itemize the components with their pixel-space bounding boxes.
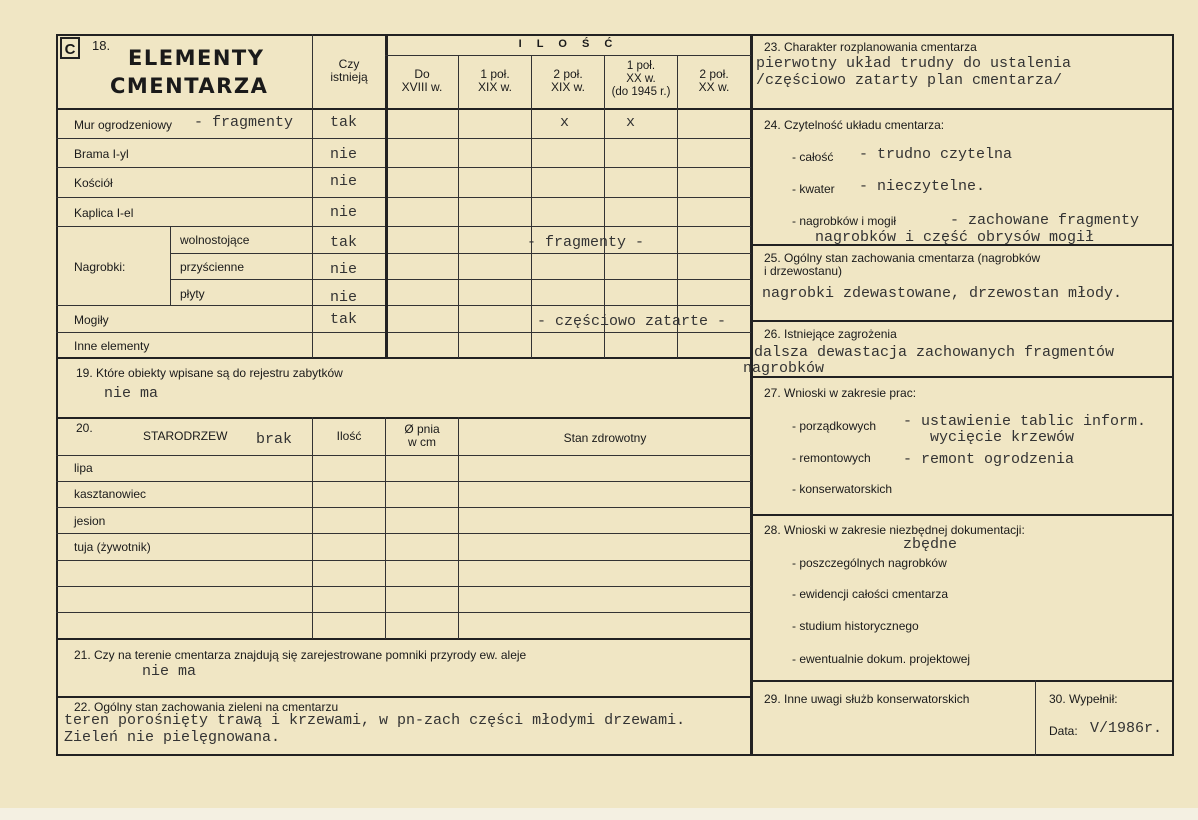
s24-tombs-value2: nagrobków i część obrysów mogił xyxy=(815,229,1095,246)
s29-label: 29. Inne uwagi służb konserwatorskich xyxy=(764,692,970,706)
s24-whole: - całość xyxy=(792,150,834,164)
row-label-church: Kościół xyxy=(74,176,113,190)
s27-cleanup: - porządkowych xyxy=(792,419,877,433)
s21-label: 21. Czy na terenie cmentarza znajdują się zarejestrowane pomniki przyrody ew. aleje xyxy=(74,648,527,662)
row-line xyxy=(56,586,751,587)
row-label-graves: Mogiły xyxy=(74,313,109,327)
s28-item: - ewidencji całości cmentarza xyxy=(792,587,949,601)
s24-tombs-value: - zachowane fragmenty xyxy=(950,212,1140,229)
tree-row: kasztanowiec xyxy=(74,487,147,501)
col-header-period: 2 poł. XX w. xyxy=(698,67,730,94)
row-sublabel: płyty xyxy=(180,287,205,301)
s24-quarters-value: - nieczytelne. xyxy=(859,178,986,195)
row-line xyxy=(56,507,751,508)
s24-tombs: - nagrobków i mogił xyxy=(792,214,897,228)
s27-conservation: - konserwatorskich xyxy=(792,482,893,496)
section-line xyxy=(750,514,1174,516)
row-line xyxy=(56,332,751,333)
quantity-subheader-line xyxy=(385,55,751,56)
s25-label1: 25. Ogólny stan zachowania cmentarza (nagrobków xyxy=(764,251,1041,265)
s28-item: - ewentualnie dokum. projektowej xyxy=(792,652,971,666)
section-line xyxy=(56,638,751,640)
col-line xyxy=(531,55,532,358)
tombstones-exists: tak xyxy=(330,234,358,251)
graves-exists: tak xyxy=(330,311,358,328)
s21-value: nie ma xyxy=(142,663,197,680)
tombstones-exists: nie xyxy=(330,261,358,278)
col-line xyxy=(458,417,459,639)
s20-col-health: Stan zdrowotny xyxy=(563,431,647,445)
row-label-wall: Mur ogrodzeniowy xyxy=(74,118,173,132)
wall-note: - fragmenty xyxy=(194,114,294,131)
s19-label: 19. Które obiekty wpisane są do rejestru zabytków xyxy=(76,366,343,380)
s20-col-diam: Ø pnia w cm xyxy=(404,422,440,449)
s28-item: - studium historycznego xyxy=(792,619,919,633)
s20-col-qty: Ilość xyxy=(336,429,362,443)
tree-row: lipa xyxy=(74,461,93,475)
tree-row: tuja (żywotnik) xyxy=(74,540,151,554)
col-line xyxy=(458,55,459,358)
row-line xyxy=(56,197,751,198)
form-title-line2: CMENTARZA xyxy=(110,74,269,98)
row-line xyxy=(56,560,751,561)
s28-label: 28. Wnioski w zakresie niezbędnej dokumentacji: xyxy=(764,523,1025,537)
row-line xyxy=(56,455,751,456)
s30-date-label: Data: xyxy=(1049,724,1078,738)
s27-label: 27. Wnioski w zakresie prac: xyxy=(764,386,917,400)
wall-exists: tak xyxy=(330,114,358,131)
row-label-tombstones: Nagrobki: xyxy=(74,260,126,274)
col-line xyxy=(1035,680,1036,756)
row-line xyxy=(170,253,751,254)
row-line xyxy=(170,279,751,280)
section-line xyxy=(750,320,1174,322)
s26-label: 26. Istniejące zagrożenia xyxy=(764,327,897,341)
s27-cleanup-value1: - ustawienie tablic inform. xyxy=(903,413,1147,430)
s23-label: 23. Charakter rozplanowania cmentarza xyxy=(764,40,977,54)
s24-whole-value: - trudno czytelna xyxy=(859,146,1013,163)
s23-line1: pierwotny układ trudny do ustalenia xyxy=(756,55,1072,72)
s27-repair: - remontowych xyxy=(792,451,871,465)
s27-cleanup-value2: wycięcie krzewów xyxy=(930,429,1075,446)
tombstones-exists: nie xyxy=(330,289,358,306)
section-line xyxy=(750,680,1174,682)
col-header-exists: Czy istnieją xyxy=(330,57,368,84)
col-line xyxy=(170,226,171,306)
col-header-period: 2 poł. XIX w. xyxy=(550,67,585,94)
row-line xyxy=(56,167,751,168)
s26-line2: nagrobków xyxy=(743,360,825,377)
s25-label2: i drzewostanu) xyxy=(764,264,843,278)
s22-line1: teren porośnięty trawą i krzewami, w pn-zach części młodymi drzewami. xyxy=(64,712,686,729)
row-line xyxy=(56,612,751,613)
col-header-period: 1 poł. XIX w. xyxy=(477,67,512,94)
col-header-quantity: I L O Ś Ć xyxy=(518,38,619,50)
row-sublabel: przyścienne xyxy=(180,260,245,274)
row-line xyxy=(56,481,751,482)
row-label-other: Inne elementy xyxy=(74,339,150,353)
s27-repair-value: - remont ogrodzenia xyxy=(903,451,1075,468)
s22-label: 22. Ogólny stan zachowania zieleni na cmentarzu xyxy=(74,700,339,714)
s24-label: 24. Czytelność układu cmentarza: xyxy=(764,118,945,132)
center-divider xyxy=(750,34,753,756)
section-line xyxy=(56,357,751,359)
s19-value: nie ma xyxy=(104,385,159,402)
tree-row: jesion xyxy=(74,514,106,528)
s30-label: 30. Wypełnił: xyxy=(1049,692,1118,706)
s20-value: brak xyxy=(256,431,293,448)
s28-item: - poszczególnych nagrobków xyxy=(792,556,947,570)
row-line xyxy=(56,226,751,227)
s20-label: 20. xyxy=(76,421,93,435)
row-line xyxy=(56,533,751,534)
row-line xyxy=(56,138,751,139)
s20-title: STARODRZEW xyxy=(143,429,228,443)
col-line xyxy=(385,417,386,639)
graves-note: - częściowo zatarte - xyxy=(537,313,727,330)
section-line xyxy=(56,417,751,419)
wall-mark: x xyxy=(626,114,636,131)
section-line xyxy=(56,696,751,698)
col-header-period: Do XVIII w. xyxy=(401,67,443,94)
s30-date-value: V/1986r. xyxy=(1090,720,1163,737)
s25-value: nagrobki zdewastowane, drzewostan młody. xyxy=(762,285,1123,302)
s24-quarters: - kwater xyxy=(792,182,835,196)
s28-value: zbędne xyxy=(903,536,958,553)
col-header-period: 1 poł. XX w. (do 1945 r.) xyxy=(611,60,671,98)
row-line xyxy=(56,305,751,306)
row-label-gate: Brama I-yl xyxy=(74,147,129,161)
wall-mark: x xyxy=(560,114,570,131)
section-letter-box: C xyxy=(60,37,80,59)
section-line xyxy=(750,108,1174,110)
col-line xyxy=(312,417,313,639)
row-label-chapel: Kaplica I-el xyxy=(74,206,134,220)
church-exists: nie xyxy=(330,173,358,190)
section-number: 18. xyxy=(92,38,111,53)
s23-line2: /częściowo zatarty plan cmentarza/ xyxy=(756,72,1063,89)
tombstones-note: - fragmenty - xyxy=(527,234,645,251)
chapel-exists: nie xyxy=(330,204,358,221)
s22-line2: Zieleń nie pielęgnowana. xyxy=(64,729,281,746)
row-sublabel: wolnostojące xyxy=(180,233,250,247)
header-bottom-line xyxy=(56,108,751,110)
s26-line1: dalsza dewastacja zachowanych fragmentów xyxy=(754,344,1115,361)
form-title-line1: ELEMENTY xyxy=(128,46,265,70)
gate-exists: nie xyxy=(330,146,358,163)
